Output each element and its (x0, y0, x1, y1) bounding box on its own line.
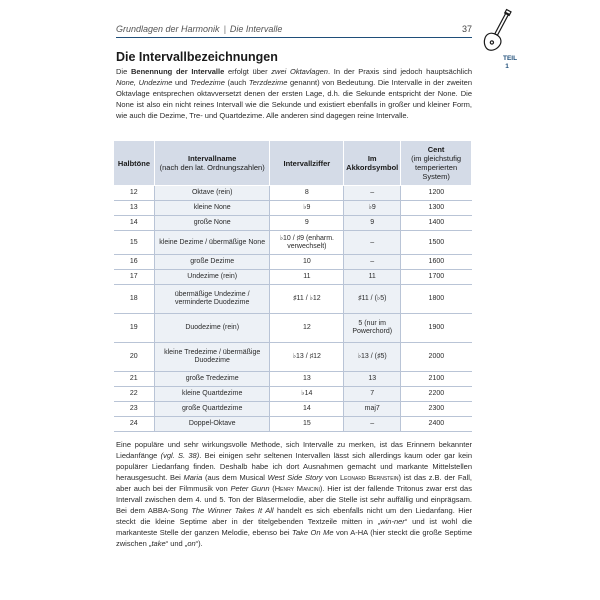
table-row: 18 übermäßige Undezime / verminderte Duodezime ♯11 / ♭12 ♯11 / (♭5) 1800 (114, 285, 472, 314)
page-number: 37 (461, 24, 472, 34)
table-row: 19 Duodezime (rein) 12 5 (nur im Powerchord) 1900 (114, 314, 472, 343)
side-tab: TEIL 1 (503, 55, 518, 70)
header-chapter: Die Intervalle (229, 24, 283, 34)
header-rule (116, 37, 472, 38)
table-row: 22 kleine Quartdezime ♭14 7 2200 (114, 387, 472, 402)
table-row: 24 Doppel-Oktave 15 – 2400 (114, 417, 472, 432)
interval-table (113, 140, 472, 432)
outro-paragraph: Eine populäre und sehr wirkungsvolle Methode, sich Intervalle zu merken, ist das Erinnern bekannter Liedanfänge (vgl. S. 38). Bei einigen sehr seltenen Intervallen lässt sich allerdings kaum oder gar kein populärer Liedanfang finden. Deshalb habe ich dort Ausnahmen gemacht und markante Mittelstellen herausgesucht. Bei Maria (aus dem Musical West Side Story von Leonard Bernstein) ist das z.B. der Fall, aber auch bei der Filmmusik von Peter Gunn (Henry Mancini). Hier ist der fallende Tritonus zwar erst das Intervall zwischen dem 4. und 5. Ton der Bläsermelodie, aber die Stelle ist sehr auffällig und einprägsam. Bei dem ABBA-Song The Winner Takes It All handelt es sich ebenfalls nicht um den Liedanfang. Hier steckt die kleine Septime aber in der titelgebenden Textzeile mitten in „win-ner“ und ist wohl die markanteste Stelle der ganzen Melodie, ebenso bei Take On Me von A-HA (hier steckt die große Septime zwischen „take“ und „on“). (116, 440, 473, 548)
col-cent: Cent (im gleichstufig temperierten System) (401, 141, 472, 186)
col-halbtoene: Halbtöne (114, 141, 155, 186)
running-header (116, 24, 472, 34)
table-row: 12 Oktave (rein) 8 – 1200 (114, 186, 472, 201)
header-separator: | (223, 24, 226, 34)
table-header-row (114, 141, 472, 186)
header-section: Grundlagen der Harmonik (116, 24, 220, 34)
table-row: 16 große Dezime 10 – 1600 (114, 255, 472, 270)
guitar-icon (480, 8, 516, 54)
table-row: 17 Undezime (rein) 11 11 1700 (114, 270, 472, 285)
table-row: 15 kleine Dezime / übermäßige None ♭10 / ♯9 (enharm. verwechselt) – 1500 (114, 231, 472, 255)
col-akkordsymbol: Im Akkordsymbol (344, 141, 401, 186)
table-row: 21 große Tredezime 13 13 2100 (114, 372, 472, 387)
table-row: 20 kleine Tredezime / übermäßige Duodezime ♭13 / ♯12 ♭13 / (♯5) 2000 (114, 343, 472, 372)
col-intervallziffer: Intervallziffer (270, 141, 344, 186)
col-intervallname: Intervallname (nach den lat. Ordnungszahlen) (154, 141, 270, 186)
page-title: Die Intervallbezeichnungen (116, 50, 278, 64)
intro-paragraph: Die Benennung der Intervalle erfolgt über zwei Oktavlagen. In der Praxis sind jedoch hauptsächlich None, Undezime und Tredezime (auch Terzdezime genannt) von Bedeutung. Die Intervalle in der zweiten Oktavlage entsprechen oktavversetzt denen der ersten Lage, d.h. die Sekunde entspricht der None. Die None ist also ein nicht reines Intervall wie die Sekunde und existiert ebenfalls in großer und kleiner Form, wie auch die Dezime, Tre- und Quartdezime. Alle anderen sind dagegen reine Intervalle. (116, 67, 473, 120)
table-row: 23 große Quartdezime 14 maj7 2300 (114, 402, 472, 417)
table-row: 14 große None 9 9 1400 (114, 216, 472, 231)
table-row: 13 kleine None ♭9 ♭9 1300 (114, 201, 472, 216)
